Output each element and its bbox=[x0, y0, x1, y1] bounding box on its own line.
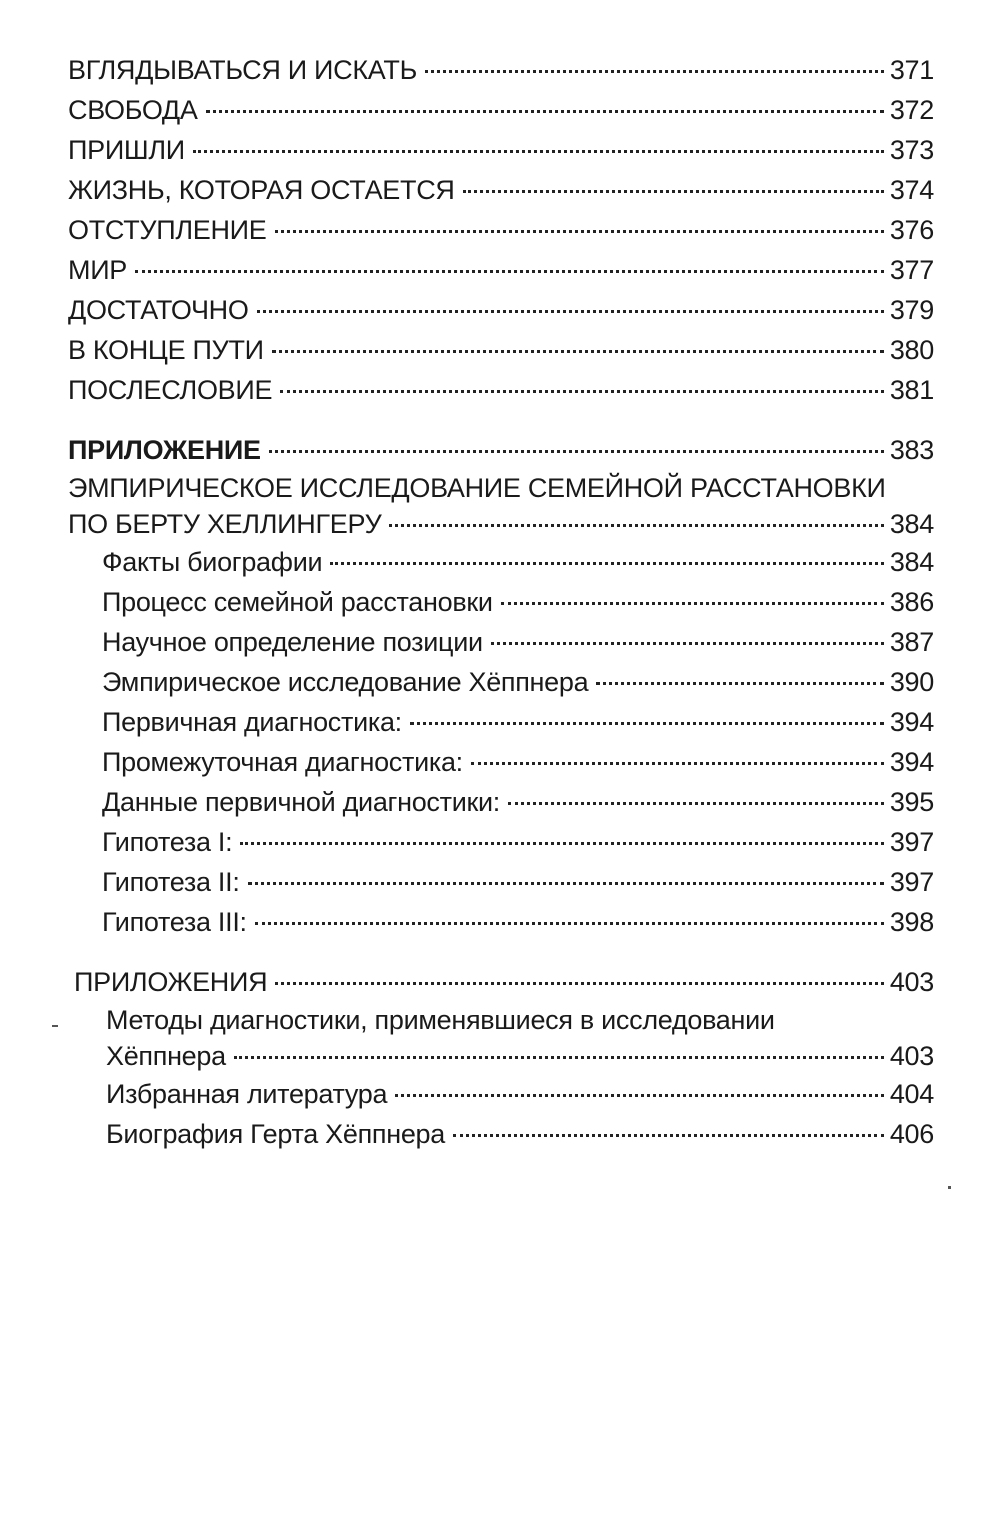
dot-leader bbox=[389, 524, 883, 527]
toc-subentry-title: Гипотеза III: bbox=[102, 907, 247, 937]
dot-leader bbox=[275, 982, 884, 985]
toc-entry bbox=[68, 210, 934, 250]
print-speck bbox=[948, 1186, 951, 1189]
toc-entry-page: 374 bbox=[889, 175, 934, 205]
toc-subentry-page: 387 bbox=[889, 627, 934, 657]
dot-leader bbox=[275, 230, 884, 233]
toc-subentry-page: 397 bbox=[889, 827, 934, 857]
toc-entry bbox=[68, 90, 934, 130]
dot-leader bbox=[248, 882, 884, 885]
toc-section-page: 383 bbox=[889, 435, 934, 465]
toc-subentry bbox=[68, 822, 934, 862]
dot-leader bbox=[206, 110, 884, 113]
toc-entry-title: ВГЛЯДЫВАТЬСЯ И ИСКАТЬ bbox=[68, 55, 417, 85]
toc-entry-title: В КОНЦЕ ПУТИ bbox=[68, 335, 264, 365]
toc-subentry-page: 404 bbox=[889, 1079, 934, 1109]
dot-leader bbox=[135, 270, 884, 273]
toc-entry-page: 377 bbox=[889, 255, 934, 285]
toc-subentry-page: 406 bbox=[889, 1119, 934, 1149]
toc-entry-page: 372 bbox=[889, 95, 934, 125]
dot-leader bbox=[257, 310, 884, 313]
dot-leader bbox=[491, 642, 884, 645]
toc-subentry-title-line2: Хёппнера bbox=[106, 1041, 226, 1071]
toc-subentry-title: Гипотеза I: bbox=[102, 827, 233, 857]
dot-leader bbox=[463, 190, 884, 193]
dot-leader bbox=[330, 562, 884, 565]
dot-leader bbox=[501, 602, 884, 605]
toc-entry-title-line2: ПО БЕРТУ ХЕЛЛИНГЕРУ bbox=[68, 509, 382, 539]
dot-leader bbox=[395, 1094, 884, 1097]
toc-subentry bbox=[68, 622, 934, 662]
print-speck bbox=[52, 1025, 58, 1027]
toc-entry-title-line1: ЭМПИРИЧЕСКОЕ ИССЛЕДОВАНИЕ СЕМЕЙНОЙ РАССТАНОВКИ bbox=[68, 473, 886, 503]
toc-entry bbox=[68, 50, 934, 90]
toc-entry-title: ДОСТАТОЧНО bbox=[68, 295, 249, 325]
toc-entry-page: 380 bbox=[889, 335, 934, 365]
toc-subentry bbox=[68, 782, 934, 822]
toc-subentry bbox=[68, 902, 934, 942]
toc-subentry-title: Первичная диагностика: bbox=[102, 707, 402, 737]
dot-leader bbox=[269, 450, 884, 453]
toc-entry-title: ПОСЛЕСЛОВИЕ bbox=[68, 375, 273, 405]
toc-entry-page: 371 bbox=[889, 55, 934, 85]
toc-entry-title: ЖИЗНЬ, КОТОРАЯ ОСТАЕТСЯ bbox=[68, 175, 455, 205]
toc-subentry bbox=[68, 702, 934, 742]
toc-section-title: ПРИЛОЖЕНИЕ bbox=[68, 435, 261, 465]
toc-subentry bbox=[68, 542, 934, 582]
dot-leader bbox=[410, 722, 884, 725]
toc-subentry-title: Избранная литература bbox=[106, 1079, 388, 1109]
toc-entry-page: 373 bbox=[889, 135, 934, 165]
toc-subentry-methods bbox=[68, 1002, 934, 1074]
toc-entry-page: 376 bbox=[889, 215, 934, 245]
toc-section-title: ПРИЛОЖЕНИЯ bbox=[74, 967, 268, 997]
toc-entry-page: 381 bbox=[889, 375, 934, 405]
dot-leader bbox=[508, 802, 884, 805]
toc-subentry-title: Процесс семейной расстановки bbox=[102, 587, 493, 617]
toc-entry bbox=[68, 330, 934, 370]
toc-entry-study-line2 bbox=[68, 506, 934, 542]
toc-subentry-page: 395 bbox=[889, 787, 934, 817]
toc-entry bbox=[68, 250, 934, 290]
toc-entry-page: 384 bbox=[889, 509, 934, 539]
toc-entry-page: 379 bbox=[889, 295, 934, 325]
toc-subentry-title: Эмпирическое исследование Хёппнера bbox=[102, 667, 589, 697]
toc-section-page: 403 bbox=[889, 967, 934, 997]
dot-leader bbox=[596, 682, 884, 685]
dot-leader bbox=[255, 922, 884, 925]
toc-subentry-methods-line2 bbox=[106, 1038, 934, 1074]
toc-entry-study bbox=[68, 470, 934, 542]
toc-entry-title: ОТСТУПЛЕНИЕ bbox=[68, 215, 267, 245]
toc-subentry-page: 403 bbox=[889, 1041, 934, 1071]
dot-leader bbox=[240, 842, 884, 845]
toc-subentry bbox=[68, 1074, 934, 1114]
toc-entry bbox=[68, 370, 934, 410]
toc-subentry-page: 394 bbox=[889, 707, 934, 737]
toc-subentry bbox=[68, 862, 934, 902]
toc-entry-title: СВОБОДА bbox=[68, 95, 198, 125]
dot-leader bbox=[471, 762, 884, 765]
toc-entry-title: МИР bbox=[68, 255, 128, 285]
toc-subentry-page: 394 bbox=[889, 747, 934, 777]
toc-subentry-title: Данные первичной диагностики: bbox=[102, 787, 500, 817]
toc-subentry-title-line1: Методы диагностики, применявшиеся в исследовании bbox=[106, 1005, 775, 1035]
toc-entry bbox=[68, 290, 934, 330]
dot-leader bbox=[272, 350, 884, 353]
toc-entry bbox=[68, 170, 934, 210]
dot-leader bbox=[193, 150, 884, 153]
dot-leader bbox=[425, 70, 884, 73]
toc-section-appendix bbox=[68, 430, 934, 470]
dot-leader bbox=[453, 1134, 884, 1137]
toc-entry bbox=[68, 130, 934, 170]
toc-subentry-page: 386 bbox=[889, 587, 934, 617]
toc-subentry bbox=[68, 1114, 934, 1154]
toc-subentry-title: Гипотеза II: bbox=[102, 867, 240, 897]
toc-subentry bbox=[68, 742, 934, 782]
dot-leader bbox=[280, 390, 884, 393]
toc-subentry-page: 398 bbox=[889, 907, 934, 937]
dot-leader bbox=[234, 1056, 884, 1059]
toc-subentry-page: 390 bbox=[889, 667, 934, 697]
toc-subentry bbox=[68, 662, 934, 702]
toc-entry-title: ПРИШЛИ bbox=[68, 135, 185, 165]
toc-subentry-title: Промежуточная диагностика: bbox=[102, 747, 463, 777]
toc-subentry-title: Научное определение позиции bbox=[102, 627, 483, 657]
table-of-contents bbox=[68, 50, 934, 1154]
toc-subentry-page: 384 bbox=[889, 547, 934, 577]
toc-section-appendices bbox=[68, 962, 934, 1002]
toc-subentry bbox=[68, 582, 934, 622]
toc-subentry-page: 397 bbox=[889, 867, 934, 897]
toc-subentry-title: Факты биографии bbox=[102, 547, 323, 577]
toc-subentry-title: Биография Герта Хёппнера bbox=[106, 1119, 445, 1149]
